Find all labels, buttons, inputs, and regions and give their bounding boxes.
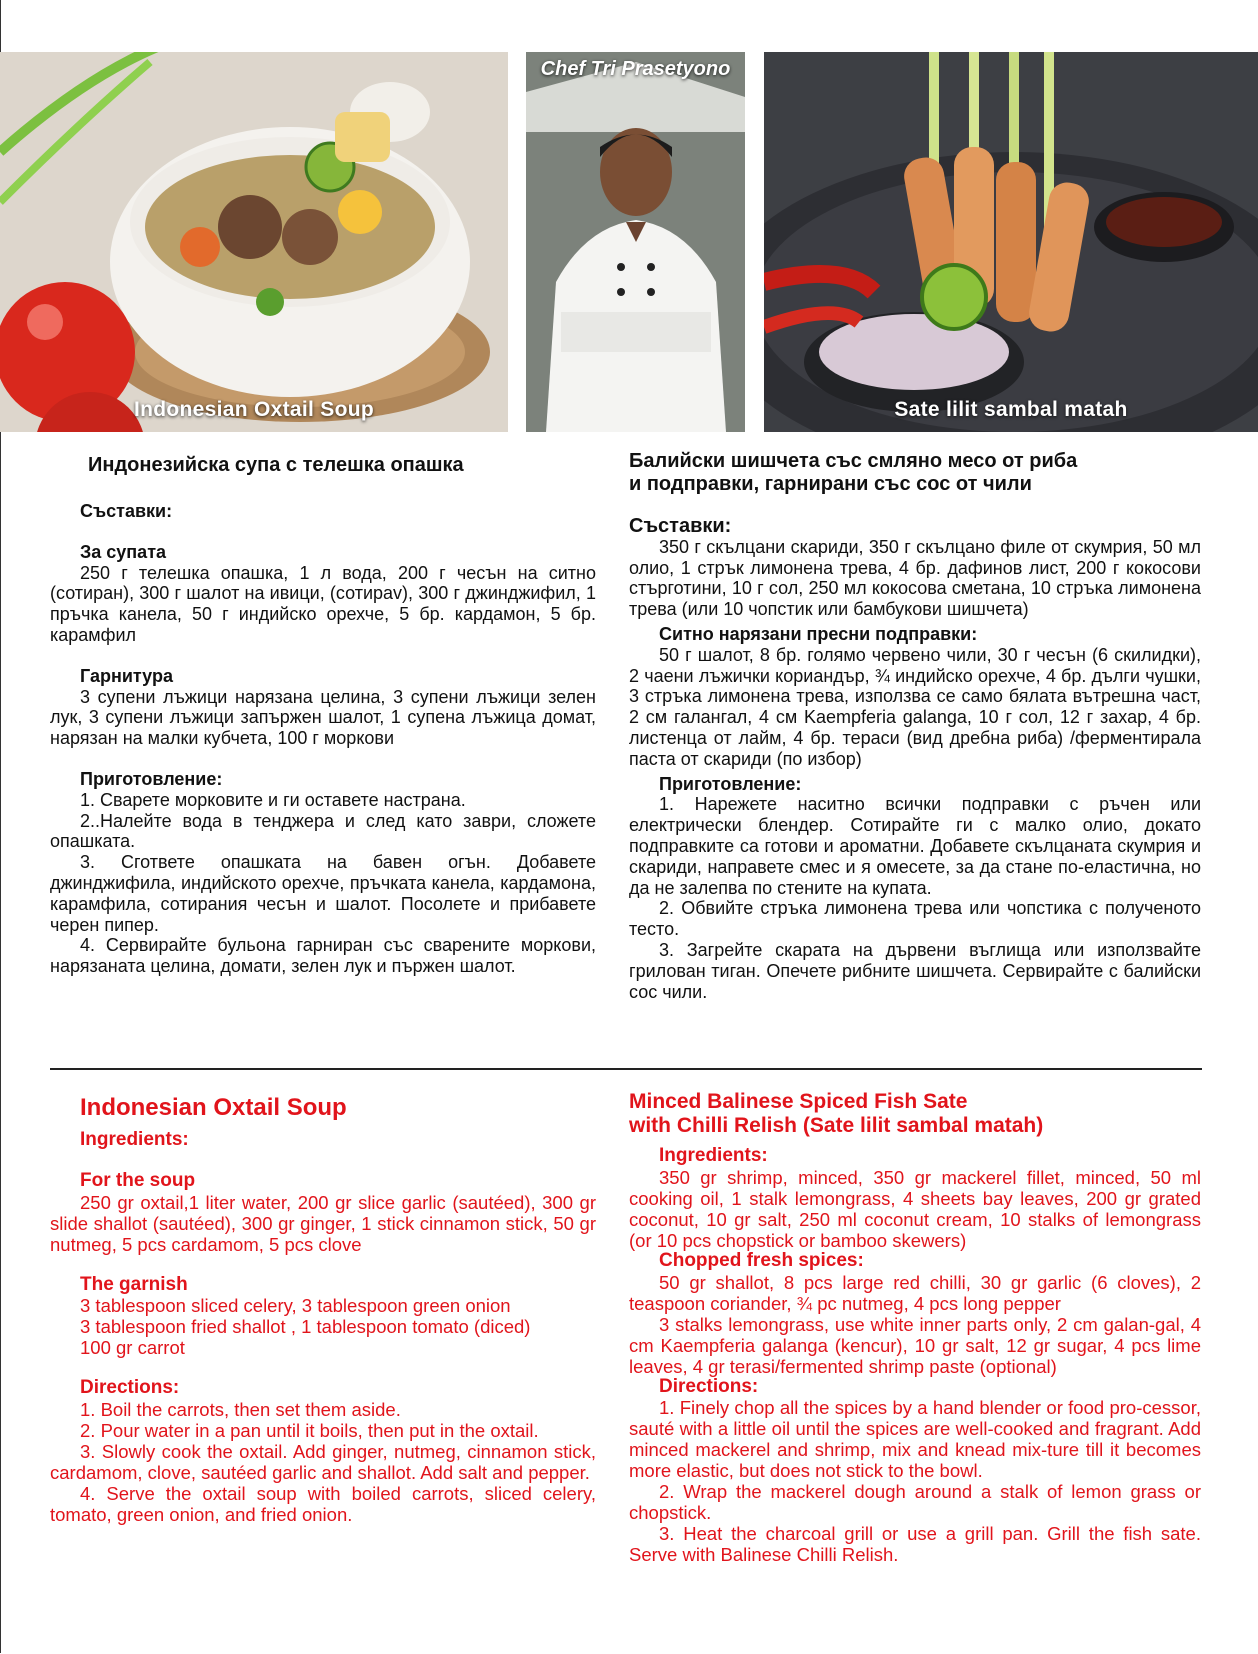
direction-step-1: 1. Нарежете наситно всички подправки с ръчен или електрически блендер. Сотирайте ги с малко олио, докато подправките са готови и ароматни. Добавете скълцаната скумрия и скариди, направете смес и я омесете, за да стане по-еластична, но да не залепва по стените на купата.: [629, 794, 1201, 898]
english-fish-sate-recipe: [629, 1090, 1201, 1565]
directions-heading: Приготовление:: [659, 773, 802, 794]
sate-lilit-photo: [764, 52, 1258, 432]
recipe-title-line-2: with Chilli Relish (Sate lilit sambal matah): [629, 1114, 1044, 1137]
garnish-heading: Гарнитура: [80, 665, 173, 686]
directions-heading: Directions:: [659, 1375, 759, 1397]
spices-heading: Chopped fresh spices:: [659, 1249, 864, 1271]
recipe-title-line-2: и подправки, гарнирани със сос от чили: [629, 473, 1032, 495]
garnish-line-3: 100 gr carrot: [80, 1337, 185, 1359]
chef-photo: [526, 52, 745, 432]
sate-photo-caption: Sate lilit sambal matah: [894, 398, 1128, 421]
ingredients-heading: Ingredients:: [80, 1129, 189, 1150]
ingredients-text: 350 г скълцани скариди, 350 г скълцано филе от скумрия, 50 мл олио, 1 стрък лимонена трева, 4 бр. дафинов лист, 200 г кокосови стърготини, 10 г сол, 250 мл кокосова сметана, 10 стръка лимонена трева (или 10 чопстик или бамбукови шишчета): [629, 536, 1201, 620]
chef-illustration: [526, 52, 745, 432]
direction-step-4: 4. Serve the oxtail soup with boiled carrots, sliced celery, tomato, green onion, and fried onion.: [50, 1483, 596, 1526]
recipe-title-line-1: Minced Balinese Spiced Fish Sate: [629, 1090, 968, 1113]
spices-text: 50 г шалот, 8 бр. голямо червено чили, 30 г чесън (6 скилидки), 2 чаени лъжички кориандър, ¾ индийско орехче, 4 бр. дълги чушки, 3 стръка лимонена трева, използва се само бялата вътрешна част, 2 см галангал, 4 см Kaempferia galanga, 10 г сол, 12 г захар, 4 бр. листенца от лайм, 4 бр. тераси (вид дребна риба) /ферментирала паста от скариди (по избор): [629, 644, 1201, 769]
direction-step-2: 2..Налейте вода в тенджера и след като заври, сложете опашката.: [50, 810, 596, 852]
direction-step-2: 2. Pour water in a pan until it boils, then put in the oxtail.: [80, 1420, 539, 1442]
spices-text-1: 50 gr shallot, 8 pcs large red chilli, 30 gr garlic (6 cloves), 2 teaspoon coriander, ¾ pc nutmeg, 4 pcs long pepper: [629, 1271, 1201, 1314]
ingredients-text: 350 gr shrimp, minced, 350 gr mackerel fillet, minced, 50 ml cooking oil, 1 stalk lemongrass, 4 sheets bay leaves, 200 gr grated coconut, 10 gr salt, 250 ml coconut cream, 10 stalks of lemongrass (or 10 pcs chopstick or bamboo skewers): [629, 1166, 1201, 1251]
garnish-line-1: 3 tablespoon sliced celery, 3 tablespoon green onion: [80, 1295, 511, 1317]
recipe-title: Indonesian Oxtail Soup: [80, 1094, 347, 1121]
direction-step-3: 3. Heat the charcoal grill or use a grill pan. Grill the fish sate. Serve with Balinese Chilli Relish.: [629, 1523, 1201, 1566]
section-divider: [50, 1068, 1202, 1070]
direction-step-3: 3. Сгответе опашката на бавен огън. Добавете джинджифила, индийското орехче, пръчката канела, кардамона, карамфила, сотирания чесън и шалот. Посолете и прибавете черен пипер.: [50, 852, 596, 935]
soup-heading: For the soup: [80, 1169, 196, 1191]
direction-step-2: 2. Wrap the mackerel dough around a stalk of lemon grass or chopstick.: [629, 1481, 1201, 1524]
ingredients-heading: Съставки:: [80, 501, 173, 521]
english-oxtail-soup-recipe: [50, 1094, 596, 1525]
direction-step-4: 4. Сервирайте бульона гарниран със сварените моркови, нарязаната целина, домати, зелен лук и пържен шалот.: [50, 935, 596, 977]
chef-name-caption: Chef Tri Prasetyono: [540, 58, 731, 80]
direction-step-2: 2. Обвийте стръка лимонена трева или чопстика с полученото тесто.: [629, 898, 1201, 940]
soup-photo-caption: Indonesian Oxtail Soup: [134, 398, 374, 421]
direction-step-1: 1. Boil the carrots, then set them aside.: [80, 1399, 401, 1421]
sate-illustration: [764, 52, 1258, 432]
soup-heading: За супата: [80, 541, 167, 562]
recipe-title-line-1: Балийски шишчета със смляно месо от риба: [629, 450, 1078, 472]
soup-illustration: [0, 52, 508, 432]
spices-text-2: 3 stalks lemongrass, use white inner parts only, 2 cm galan-gal, 4 cm Kaempferia galanga (kencur), 10 gr salt, 12 gr sugar, 4 pcs lime leaves, 4 gr terasi/fermented shrimp paste (optional): [629, 1313, 1201, 1377]
soup-ingredients-text: 250 gr oxtail,1 liter water, 200 gr slice garlic (sautéed), 300 gr slide shallot (sautéed), 300 gr ginger, 1 stick cinnamon stick, 50 gr nutmeg, 5 pcs cardamom, 5 pcs clove: [50, 1191, 596, 1255]
soup-ingredients-text: 250 г телешка опашка, 1 л вода, 200 г чесън на ситно (сотиран), 300 г шалот на ивици, (сотираv), 300 г джинджифил, 1 пръчка канела, 50 г индийско орехче, 5 бр. кардамон, 5 бр. карамфил: [50, 562, 596, 645]
garnish-heading: The garnish: [80, 1273, 188, 1295]
directions-heading: Directions:: [80, 1377, 180, 1399]
direction-step-3: 3. Slowly cook the oxtail. Add ginger, nutmeg, cinnamon stick, cardamom, clove, sautéed garlic and shallot. Add salt and pepper.: [50, 1441, 596, 1484]
direction-step-1: 1. Сварете морковите и ги оставете настрана.: [80, 789, 466, 810]
direction-step-1: 1. Finely chop all the spices by a hand blender or food pro-cessor, sauté with a little oil until the spices are well-cooked and fragrant. Add minced mackerel and shrimp, mix and knead mix-ture till it becomes more elastic, but does not stick to the bowl.: [629, 1397, 1201, 1482]
bulgarian-fish-sate-recipe: [629, 450, 1201, 1002]
ingredients-heading: Ingredients:: [659, 1145, 768, 1166]
ingredients-heading: Съставки:: [629, 515, 732, 537]
direction-step-3: 3. Загрейте скарата на дървени въглища или използвайте грилован тиган. Опечете рибните шишчета. Сервирайте с балийски сос чили.: [629, 939, 1201, 1002]
spices-heading: Ситно нарязани пресни подправки:: [659, 623, 978, 644]
garnish-line-2: 3 tablespoon fried shallot , 1 tablespoon tomato (diced): [80, 1316, 531, 1338]
garnish-text: 3 супени лъжици нарязана целина, 3 супени лъжици зелен лук, 3 супени лъжици запържен шалот, 1 супена лъжица домат, нарязан на малки кубчета, 100 г моркови: [50, 686, 596, 749]
directions-heading: Приготовление:: [80, 768, 223, 789]
bulgarian-oxtail-soup-recipe: [50, 454, 596, 977]
oxtail-soup-photo: [0, 52, 508, 432]
recipe-title: Индонезийска супа с телешка опашка: [88, 454, 464, 476]
